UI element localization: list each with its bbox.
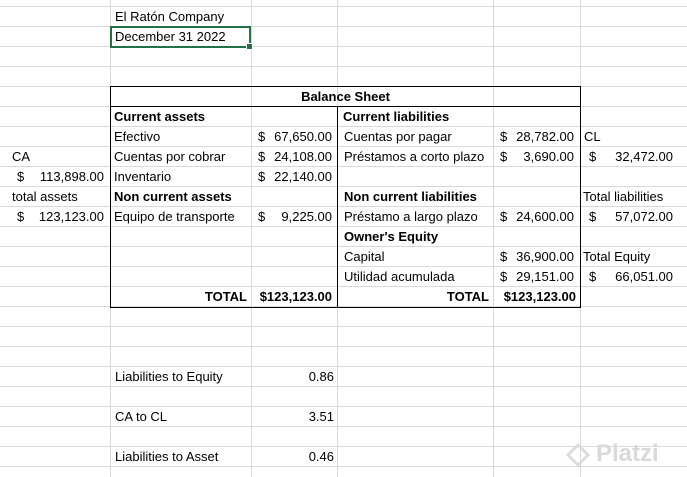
equity-value-utilidad-acumulada: 29,151.00 <box>516 269 574 284</box>
equity-currency: $ <box>500 269 508 284</box>
current-liabilities-heading: Current liabilities <box>343 109 450 124</box>
platzi-logo-icon <box>566 443 590 467</box>
total-liabilities-currency: $ <box>589 209 597 224</box>
ca-value[interactable]: 113,898.00 <box>39 169 104 184</box>
total-assets-label: TOTAL <box>204 289 247 304</box>
cl-currency: $ <box>589 149 597 164</box>
total-liabilities-equity-label: TOTAL <box>446 289 489 304</box>
total-assets-side-label[interactable]: total assets <box>12 189 78 204</box>
liability-label-cuentas-por-pagar: Cuentas por pagar <box>344 129 452 144</box>
total-liabilities-equity-value: $123,123.00 <box>503 289 576 304</box>
total-assets-value: $123,123.00 <box>259 289 332 304</box>
ratio-label-liabilities-to-asset[interactable]: Liabilities to Asset <box>115 449 219 464</box>
equity-value-capital: 36,900.00 <box>516 249 574 264</box>
asset-label-efectivo: Efectivo <box>114 129 161 144</box>
asset-label-cuentas-por-cobrar: Cuentas por cobrar <box>114 149 226 164</box>
asset-currency: $ <box>258 209 266 224</box>
platzi-watermark-text: Platzi <box>596 440 659 467</box>
equity-currency: $ <box>500 249 508 264</box>
asset-value-cuentas-por-cobrar: 24,108.00 <box>274 149 332 164</box>
table-border-bottom <box>110 307 581 308</box>
total-liabilities-label[interactable]: Total liabilities <box>583 189 664 204</box>
total-assets-side-value[interactable]: 123,123.00 <box>38 209 104 224</box>
ratio-label-liabilities-to-equity[interactable]: Liabilities to Equity <box>115 369 223 384</box>
asset-value-efectivo: 67,650.00 <box>274 129 332 144</box>
current-assets-heading: Current assets <box>114 109 206 124</box>
liability-currency: $ <box>500 129 508 144</box>
ca-label[interactable]: CA <box>12 149 31 164</box>
non-current-liabilities-heading: Non current liabilities <box>344 189 477 204</box>
total-equity-label[interactable]: Total Equity <box>583 249 651 264</box>
cl-value[interactable]: 32,472.00 <box>615 149 673 164</box>
cl-label[interactable]: CL <box>584 129 601 144</box>
active-cell-selection[interactable] <box>110 26 251 48</box>
owners-equity-heading: Owner's Equity <box>344 229 439 244</box>
equity-label-capital: Capital <box>344 249 385 264</box>
asset-currency: $ <box>258 129 266 144</box>
balance-sheet-title: Balance Sheet <box>301 89 390 104</box>
table-border-middle <box>337 106 338 308</box>
asset-label-inventario: Inventario <box>114 169 172 184</box>
company-name[interactable]: El Ratón Company <box>115 9 225 24</box>
asset-label-equipo-de-transporte: Equipo de transporte <box>114 209 235 224</box>
ca-currency: $ <box>17 169 25 184</box>
liability-currency: $ <box>500 149 508 164</box>
liability-currency: $ <box>500 209 508 224</box>
total-equity-value[interactable]: 66,051.00 <box>615 269 673 284</box>
table-border-right <box>580 86 581 308</box>
platzi-watermark <box>566 436 686 472</box>
table-border-left <box>110 86 111 308</box>
total-liabilities-value[interactable]: 57,072.00 <box>615 209 673 224</box>
report-date[interactable]: December 31 2022 <box>115 29 226 44</box>
non-current-assets-heading: Non current assets <box>114 189 232 204</box>
liability-value-prestamo-largo-plazo: 24,600.00 <box>516 209 574 224</box>
fill-handle[interactable] <box>246 43 253 50</box>
equity-label-utilidad-acumulada: Utilidad acumulada <box>344 269 455 284</box>
asset-currency: $ <box>258 169 266 184</box>
liability-label-prestamo-largo-plazo: Préstamo a largo plazo <box>344 209 478 224</box>
liability-value-cuentas-por-pagar: 28,782.00 <box>516 129 574 144</box>
asset-value-equipo-de-transporte: 9,225.00 <box>281 209 332 224</box>
ratio-label-ca-to-cl[interactable]: CA to CL <box>115 409 168 424</box>
asset-currency: $ <box>258 149 266 164</box>
ratio-value-liabilities-to-equity[interactable]: 0.86 <box>308 369 334 384</box>
total-equity-currency: $ <box>589 269 597 284</box>
ratio-value-liabilities-to-asset[interactable]: 0.46 <box>308 449 334 464</box>
ratio-value-ca-to-cl[interactable]: 3.51 <box>308 409 334 424</box>
total-assets-side-currency: $ <box>17 209 25 224</box>
asset-value-inventario: 22,140.00 <box>274 169 332 184</box>
liability-label-prestamos-corto-plazo: Préstamos a corto plazo <box>344 149 485 164</box>
liability-value-prestamos-corto-plazo: 3,690.00 <box>523 149 574 164</box>
